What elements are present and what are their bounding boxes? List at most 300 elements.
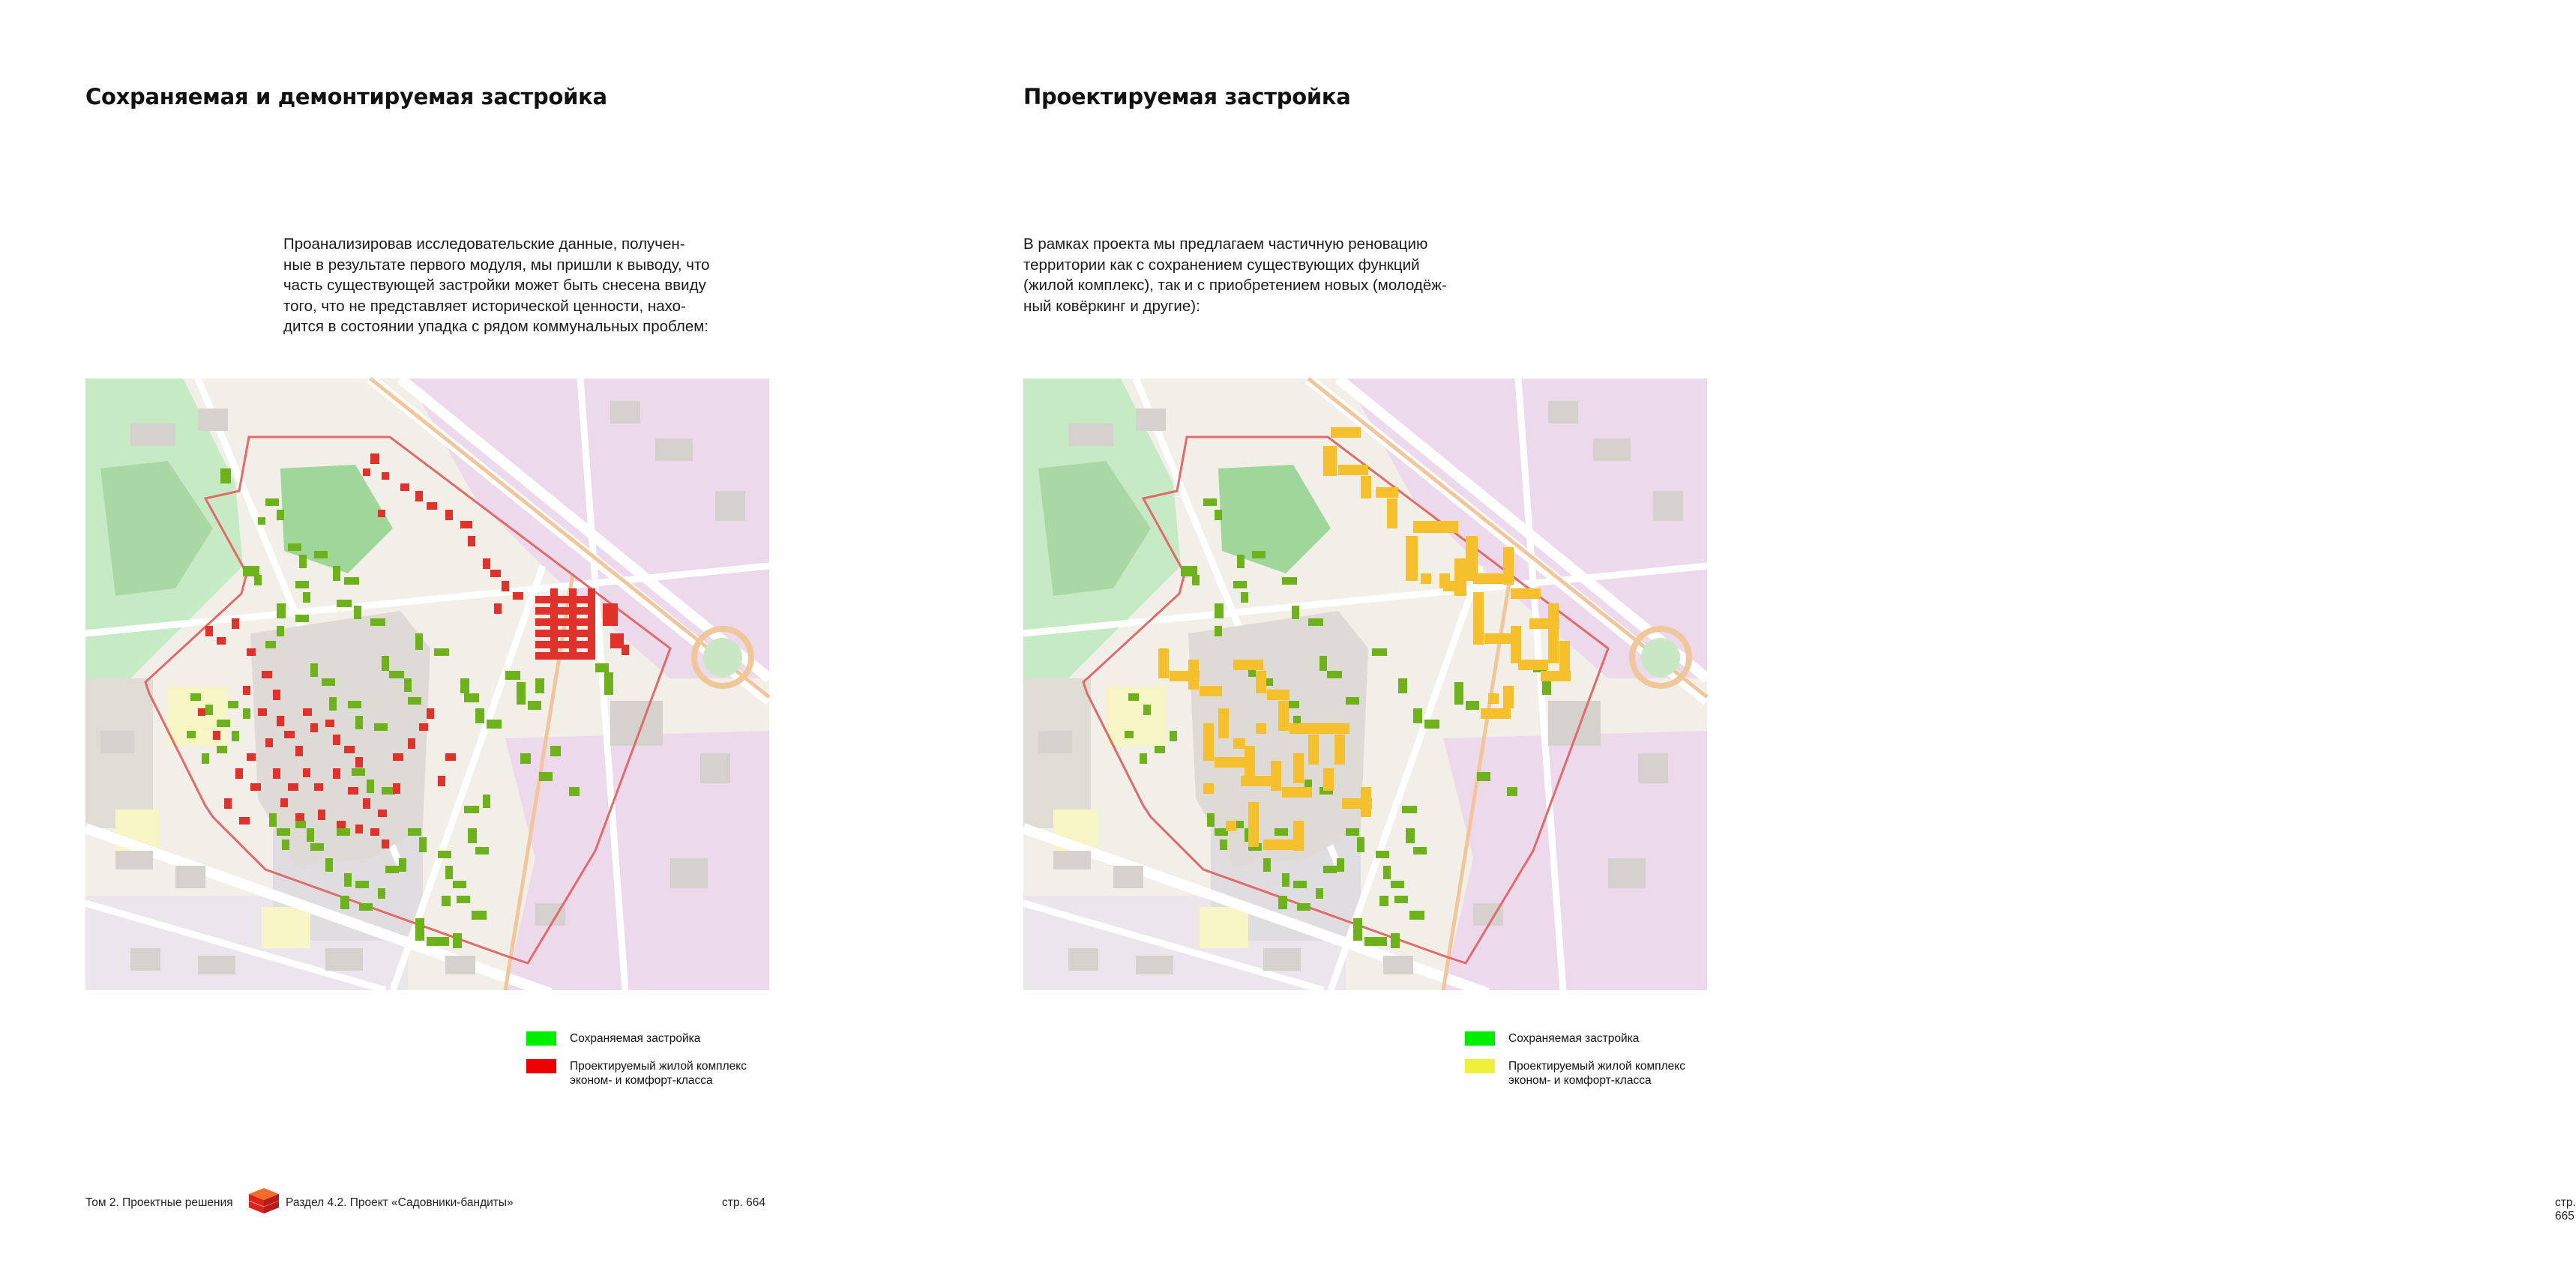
neighbor-building [670, 858, 708, 888]
kept-building [1454, 682, 1463, 705]
kept-building [487, 720, 502, 729]
kept-building [1215, 510, 1222, 520]
kept-building [1220, 840, 1227, 850]
kept-building [408, 828, 421, 836]
demolished-building [243, 686, 250, 695]
demolished-building [408, 738, 415, 749]
kept-building [404, 678, 412, 692]
kept-building [220, 468, 231, 483]
demolished-building [333, 768, 340, 779]
kept-building [329, 697, 337, 711]
demolished-building [314, 783, 323, 791]
demolished-building [622, 645, 629, 655]
kept-building [1215, 603, 1224, 618]
demolished-building [378, 510, 385, 517]
demolished-building [265, 738, 273, 747]
proposed-building [1267, 690, 1289, 700]
page-title: Проектируемая застройка [1023, 84, 1351, 109]
demolished-building [355, 825, 363, 834]
demolished-building [325, 720, 334, 727]
demolished-building [445, 753, 456, 761]
kept-building [1379, 896, 1388, 906]
demolished-building [427, 502, 437, 510]
proposed-building [1289, 723, 1319, 734]
demolished-building [262, 671, 272, 678]
demolished-building [419, 723, 428, 731]
kept-building [1327, 671, 1342, 678]
kept-building [359, 903, 373, 911]
proposed-building [1263, 840, 1293, 850]
kept-building [1357, 837, 1364, 852]
kept-building [528, 701, 541, 710]
kept-building [1143, 705, 1151, 715]
kept-building [314, 551, 328, 558]
kept-building [243, 708, 250, 719]
kept-building [1241, 592, 1248, 603]
map-canvas [85, 379, 769, 990]
neighbor-building [1068, 423, 1113, 446]
demolished-building [588, 588, 595, 656]
kept-building [337, 828, 350, 836]
legend-swatch-red [526, 1059, 556, 1073]
kept-building [1507, 787, 1517, 796]
neighbor-building [198, 956, 235, 974]
kept-building [517, 682, 526, 705]
legend [526, 1031, 780, 1101]
kept-building [468, 828, 477, 843]
kept-building [1477, 772, 1490, 781]
kept-building [344, 577, 359, 585]
kept-building [1170, 731, 1177, 741]
legend-item-demolition: Проектируемый жилой комплекс эконом- и комфорт-класса [526, 1059, 780, 1088]
proposed-building [1248, 802, 1259, 847]
kept-building [438, 851, 451, 858]
kept-building [232, 731, 239, 741]
kept-building [344, 873, 352, 887]
right-page [893, 0, 2576, 1263]
demolished-building [310, 723, 318, 732]
kept-building [1233, 581, 1247, 588]
kept-building [1413, 847, 1427, 854]
demolished-building [393, 783, 400, 794]
kept-building [258, 517, 265, 525]
proposed-building [1413, 521, 1458, 533]
kept-building [415, 918, 424, 941]
kept-building [453, 933, 462, 948]
proposed-building [1548, 603, 1559, 663]
demolished-building [382, 840, 389, 848]
kept-building [1125, 731, 1134, 738]
demolished-building [550, 588, 558, 656]
school-area [1200, 907, 1248, 948]
kept-building [1203, 498, 1217, 506]
footer-section: Раздел 4.2. Проект «Садовники-бандиты» [286, 1196, 514, 1209]
kept-building [254, 575, 262, 585]
demolished-building [258, 708, 267, 716]
demolished-building [438, 776, 445, 786]
demolished-building [280, 798, 288, 807]
kept-building [355, 716, 363, 729]
neighbor-building [1038, 731, 1072, 753]
demolished-building [247, 753, 256, 761]
proposed-building [1188, 660, 1199, 690]
demolished-building [295, 746, 303, 756]
kept-building [277, 828, 290, 836]
demolished-building [295, 813, 304, 821]
kept-building [453, 881, 466, 888]
kept-building [550, 746, 561, 756]
kept-building [378, 888, 385, 899]
proposed-building [1473, 592, 1484, 645]
intro-paragraph: В рамках проекта мы предлагаем частичную реновацию территории как с сохранением существующих функций (жилой комплекс), так и с приобретением новых (молодёж- ный ковёркинг и другие): [1023, 235, 1447, 315]
proposed-building [1203, 723, 1214, 761]
demolished-building [318, 810, 325, 820]
proposed-building [1256, 671, 1266, 693]
demolished-building [235, 768, 243, 779]
kept-building [337, 600, 352, 607]
page-number: стр. 664 [722, 1196, 765, 1209]
demolished-building [224, 798, 232, 809]
demolished-building [247, 648, 256, 656]
kept-building [460, 678, 469, 693]
demolished-building [337, 821, 346, 828]
kept-building [408, 697, 421, 705]
left-page [0, 0, 893, 1263]
kept-building [1376, 851, 1389, 858]
demolished-building [213, 731, 220, 740]
kept-building [217, 746, 227, 753]
demolished-building [344, 746, 355, 753]
kept-building [569, 787, 580, 796]
kept-building [1292, 606, 1299, 619]
neighbor-building [1136, 956, 1173, 974]
kept-building [1237, 555, 1245, 568]
kept-building [1316, 888, 1323, 899]
demolished-building [535, 630, 595, 637]
neighbor-building [198, 409, 228, 431]
kept-building [1346, 697, 1359, 705]
kept-building [370, 618, 385, 626]
neighbor-building [655, 438, 693, 461]
demolished-building [273, 690, 280, 700]
kept-building [1128, 693, 1139, 701]
kept-building [355, 881, 369, 888]
proposed-building [1226, 821, 1236, 831]
kept-building [288, 543, 301, 551]
demolished-building [535, 596, 595, 603]
kept-building [303, 592, 310, 603]
kept-building [282, 840, 289, 850]
kept-building [434, 648, 449, 656]
legend-item-kept: Сохраняемая застройка [1465, 1031, 1718, 1046]
demolished-building [370, 828, 379, 836]
neighbor-building [325, 948, 363, 971]
proposed-building [1282, 787, 1312, 798]
school-area [262, 907, 310, 948]
roundabout-center [703, 638, 742, 677]
neighbor-building [175, 866, 205, 888]
proposed-building [1511, 626, 1521, 663]
demolished-building [250, 783, 261, 791]
kept-building [1192, 575, 1200, 585]
legend-swatch-yellow [1465, 1059, 1495, 1073]
neighbor-building [130, 423, 175, 446]
kept-building [464, 693, 479, 702]
neighbor-building [1548, 401, 1578, 423]
footer-volume: Том 2. Проектные решения [85, 1196, 233, 1209]
demolished-building [303, 708, 312, 716]
proposed-building [1518, 660, 1548, 670]
kept-building [1140, 753, 1147, 764]
neighbor-building [610, 401, 640, 423]
neighbor-building [1263, 948, 1301, 971]
kept-building [399, 858, 406, 872]
kept-building [1466, 701, 1479, 710]
kept-building [228, 701, 238, 708]
kept-building [352, 768, 365, 776]
kept-building [1278, 896, 1287, 909]
kept-building [1424, 720, 1439, 729]
demolished-building [355, 757, 363, 768]
neighbor-building [1608, 858, 1646, 888]
kept-building [1282, 873, 1289, 887]
demolished-building [273, 768, 280, 779]
proposed-building [1233, 660, 1263, 670]
demolished-building [348, 787, 358, 795]
kept-building [299, 555, 307, 568]
proposed-building [1503, 686, 1514, 708]
proposed-building [1361, 787, 1371, 817]
demolished-building [239, 817, 250, 825]
proposed-building [1158, 648, 1169, 678]
demolished-building [378, 810, 387, 817]
demolished-building [284, 731, 295, 738]
kept-building [1215, 626, 1222, 636]
kept-building [310, 663, 318, 677]
kept-building [202, 753, 209, 764]
demolished-building [535, 641, 595, 648]
proposed-building [1308, 735, 1319, 765]
kept-building [1297, 903, 1310, 911]
page-number: стр. 665 [2555, 1196, 2576, 1223]
demolished-building [370, 453, 379, 464]
kept-building [1275, 828, 1288, 836]
kept-building [277, 603, 286, 618]
kept-building [190, 693, 201, 701]
demolished-building [205, 626, 213, 636]
proposed-building [1421, 573, 1431, 584]
kept-building [277, 626, 284, 636]
kept-building [604, 672, 613, 695]
site-map-proposed [1023, 379, 1707, 990]
kept-building [310, 843, 324, 851]
proposed-building [1200, 686, 1222, 696]
proposed-building [1323, 446, 1337, 476]
proposed-building [1361, 476, 1371, 498]
kept-building [1337, 858, 1344, 872]
demolished-building [363, 798, 370, 809]
kept-building [1391, 933, 1400, 948]
kept-building [389, 671, 404, 678]
proposed-building [1215, 757, 1245, 768]
kept-building [1409, 911, 1424, 920]
kept-building [415, 633, 423, 650]
kept-building [1207, 813, 1215, 827]
proposed-building [1323, 768, 1334, 791]
demolished-building [382, 472, 389, 480]
proposed-building [1293, 753, 1304, 783]
demolished-building [494, 603, 502, 614]
demolished-building [288, 783, 298, 791]
kept-building [1346, 828, 1359, 836]
neighbor-building [1638, 753, 1668, 783]
kept-building [1252, 551, 1266, 558]
intro-paragraph: Проанализировав исследовательские данные, получен- ные в результате первого модуля, мы пришли к выводу, что часть существующей застройки может быть снесена ввиду того, что не представляет исторической ценности, нахо- дится в состоянии упадка с рядом коммунальных проблем: [283, 235, 710, 335]
proposed-building [1473, 573, 1503, 584]
proposed-building [1278, 701, 1289, 731]
neighbor-building [715, 491, 745, 521]
kept-building [1181, 566, 1197, 576]
proposed-building [1484, 633, 1514, 644]
proposed-building [1406, 536, 1418, 581]
demolished-building [603, 603, 618, 626]
kept-building [322, 678, 335, 686]
demolished-building [490, 570, 501, 577]
kept-building [535, 678, 544, 693]
kept-building [307, 828, 314, 842]
proposed-building [1541, 671, 1571, 681]
kept-building [265, 641, 276, 648]
proposed-building [1218, 708, 1229, 738]
proposed-building [1319, 723, 1349, 734]
kept-building [374, 723, 388, 731]
demolished-building [535, 607, 595, 615]
demolished-building [198, 708, 205, 716]
proposed-building [1293, 821, 1304, 851]
neighbor-building [115, 851, 153, 869]
demolished-building [468, 536, 475, 546]
kept-building [1394, 896, 1408, 903]
map-canvas [1023, 379, 1707, 990]
kept-building [1391, 881, 1404, 888]
neighbor-building [100, 731, 134, 753]
demolished-building [502, 581, 509, 591]
neighbor-building [130, 948, 160, 971]
legend-item-kept: Сохраняемая застройка [526, 1031, 780, 1046]
site-map-demolition [85, 379, 769, 990]
demolished-building [303, 768, 310, 777]
kept-building [217, 720, 230, 727]
proposed-building [1503, 547, 1514, 585]
proposed-building [1559, 641, 1570, 671]
kept-building [595, 663, 609, 672]
kept-building [1406, 828, 1415, 843]
proposed-building [1481, 708, 1511, 719]
kept-building [457, 896, 470, 903]
kept-building [1353, 918, 1362, 941]
kept-building [1155, 746, 1165, 753]
kept-building [385, 866, 399, 873]
kept-building [265, 498, 279, 506]
kept-building [340, 896, 349, 909]
kept-building [1372, 648, 1387, 656]
kept-building [1323, 866, 1337, 873]
demolished-building [363, 468, 370, 476]
kept-building [1308, 618, 1323, 626]
demolished-building [393, 753, 403, 761]
proposed-building [1454, 558, 1466, 596]
neighbor-building [1068, 948, 1098, 971]
kept-building [427, 937, 449, 946]
neighbor-building [1383, 956, 1413, 974]
demolished-building [232, 618, 239, 629]
neighbor-building [1053, 851, 1091, 869]
neighbor-building [1136, 409, 1166, 431]
demolished-building [513, 592, 523, 600]
neighbor-building [1593, 438, 1631, 461]
proposed-building [1443, 581, 1455, 591]
page-title: Сохраняемая и демонтируемая застройка [85, 84, 607, 109]
legend-item-proposed: Проектируемый жилой комплекс эконом- и комфорт-класса [1465, 1059, 1718, 1088]
cube-logo-icon [247, 1187, 280, 1215]
neighbor-building [1113, 866, 1143, 888]
proposed-building [1256, 723, 1266, 734]
proposed-building [1233, 738, 1245, 749]
legend-swatch-green [526, 1031, 556, 1046]
proposed-building [1529, 618, 1559, 629]
proposed-building [1334, 735, 1345, 765]
neighbor-building [445, 956, 475, 974]
kept-building [520, 753, 531, 764]
kept-building [354, 606, 361, 619]
kept-building [295, 581, 309, 588]
demolished-building [569, 588, 577, 656]
kept-building [475, 708, 484, 723]
kept-building [382, 656, 389, 671]
proposed-building [1331, 427, 1361, 438]
kept-building [419, 837, 427, 852]
kept-building [243, 566, 259, 576]
kept-building [1293, 881, 1307, 888]
kept-building [445, 866, 453, 879]
legend-swatch-green [1465, 1031, 1495, 1046]
demolished-building [277, 716, 284, 726]
kept-building [539, 772, 553, 781]
demolished-building [445, 510, 453, 520]
kept-building [1402, 806, 1417, 813]
neighbor-building [700, 753, 730, 783]
kept-building [277, 510, 284, 520]
kept-building [475, 847, 489, 854]
kept-building [205, 705, 213, 715]
roundabout-center [1641, 638, 1680, 677]
kept-building [1319, 656, 1327, 671]
kept-building [333, 566, 340, 581]
proposed-building [1376, 487, 1398, 498]
demolished-building [217, 637, 226, 645]
kept-building [483, 795, 490, 808]
demolished-building [483, 558, 490, 569]
kept-building [295, 821, 306, 828]
kept-building [505, 671, 520, 680]
proposed-building [1271, 761, 1281, 791]
proposed-building [1488, 693, 1499, 704]
kept-building [1282, 577, 1297, 585]
proposed-building [1245, 746, 1255, 776]
kept-building [325, 858, 333, 872]
kept-building [1263, 858, 1271, 872]
kept-building [1364, 937, 1387, 946]
